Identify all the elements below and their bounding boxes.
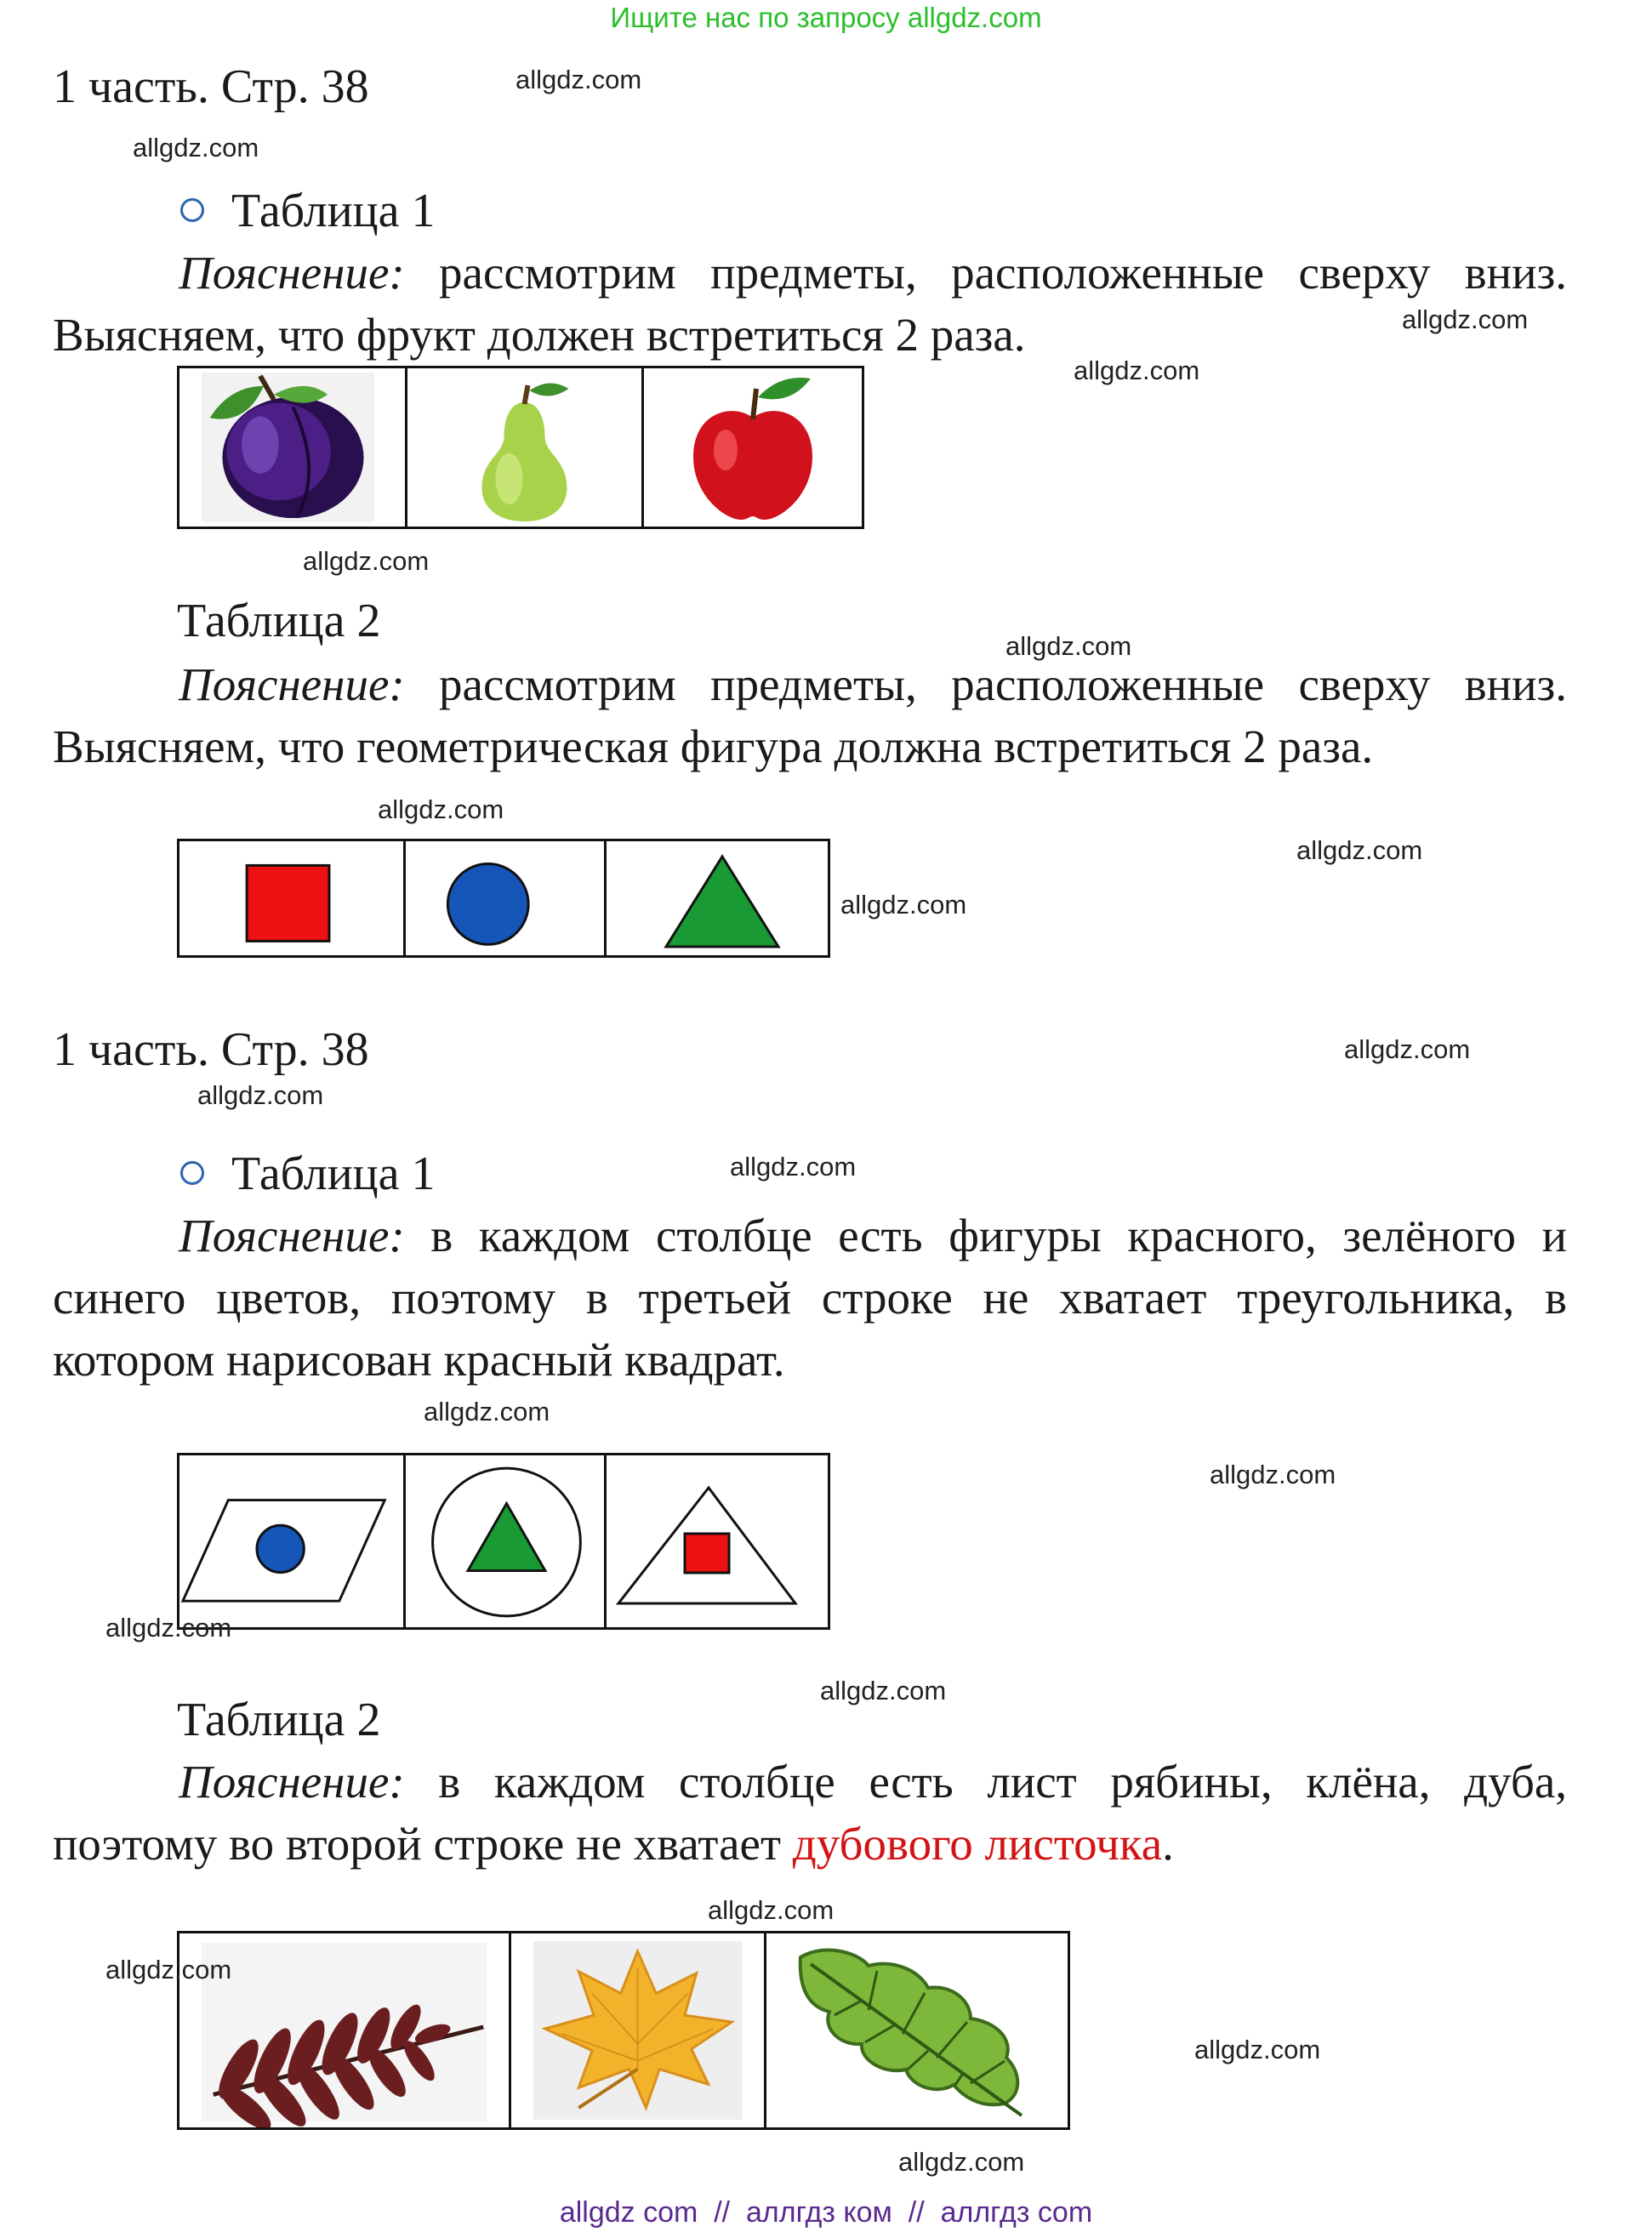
circle-cell [406,841,607,955]
section2-table1-label: Таблица 1 [180,1150,436,1198]
circle-triangle-icon [406,1455,604,1627]
fruit-table [177,366,864,529]
bullet-icon [180,1161,204,1185]
explain-label: Пояснение: [179,247,405,299]
watermark: allgdz.com [424,1397,550,1426]
watermark: allgdz.com [1210,1460,1336,1489]
watermark: allgdz.com [840,890,967,920]
highlight-text: дубового листочка [792,1818,1163,1870]
watermark: allgdz.com [1005,631,1132,661]
triangle-square-icon [607,1455,828,1627]
blue-circle-icon [406,841,604,955]
section2-table1-explanation: Пояснение: в каждом столбце есть фигуры красного, зелёного и синего цветов, поэтому в третьей строке не хватает треугольника, в котором нарисован красный квадрат. [53,1210,1567,1386]
maple-leaf-icon [511,1933,764,2127]
watermark: allgdz.com [820,1676,947,1705]
watermark: allgdz.com [105,1955,232,1984]
watermark: allgdz.com [197,1080,324,1110]
nested-shapes-table [177,1453,830,1630]
watermark: allgdz.com [898,2147,1025,2177]
oak-leaf-icon [766,1933,1068,2127]
plum-icon [179,368,405,527]
parallelogram-circle-icon [179,1455,403,1627]
shapes-table [177,839,830,958]
red-square-icon [179,841,403,955]
triangle-square-cell [607,1455,828,1627]
watermark: allgdz.com [1402,305,1529,334]
section1-table2-explanation: Пояснение: рассмотрим предметы, расположенные сверху вниз. Выясняем, что геометрическая фигура должна встретиться 2 раза. [53,658,1567,772]
maple-cell [511,1933,766,2127]
explain-label: Пояснение: [179,658,405,710]
watermark: allgdz.com [105,1613,232,1643]
triangle-cell [607,841,828,955]
watermark: allgdz.com [516,65,642,94]
section1-table2-label: Таблица 2 [177,595,381,647]
bullet-icon [180,198,204,222]
explain-label: Пояснение: [179,1756,405,1808]
section2-table2-label: Таблица 2 [177,1694,381,1746]
watermark: allgdz.com [730,1152,857,1181]
leaves-table [177,1931,1070,2130]
circle-triangle-cell [406,1455,607,1627]
pear-cell [407,368,644,527]
watermark: allgdz.com [708,1895,835,1925]
watermark: allgdz.com [1194,2035,1321,2064]
parallelogram-cell [179,1455,406,1627]
top-banner: Ищите нас по запросу allgdz.com [610,2,1042,33]
apple-icon [644,368,862,527]
section1-table1-explanation: Пояснение: рассмотрим предметы, расположенные сверху вниз. Выясняем, что фрукт должен встретиться 2 раза. [53,247,1567,361]
oak-cell [766,1933,1068,2127]
pear-icon [407,368,641,527]
section1-table1-label: Таблица 1 [180,187,436,235]
watermark: allgdz.com [378,794,504,824]
section2-table2-explanation: Пояснение: в каждом столбце есть лист рябины, клёна, дуба, поэтому во второй строке не хватает дубового листочка. [53,1756,1567,1870]
section2-heading: 1 часть. Стр. 38 [53,1023,369,1076]
watermark: allgdz.com [1296,835,1423,865]
watermark: allgdz.com [133,133,259,162]
explain-label: Пояснение: [179,1210,405,1261]
plum-cell [179,368,407,527]
section1-heading: 1 часть. Стр. 38 [53,60,369,113]
watermark: allgdz.com [1344,1034,1471,1064]
watermark: allgdz.com [1074,356,1200,385]
bottom-banner: allgdz com // аллгдз ком // аллгдз com [559,2196,1093,2229]
watermark: allgdz.com [303,546,430,576]
green-triangle-icon [607,841,828,955]
square-cell [179,841,406,955]
apple-cell [644,368,862,527]
